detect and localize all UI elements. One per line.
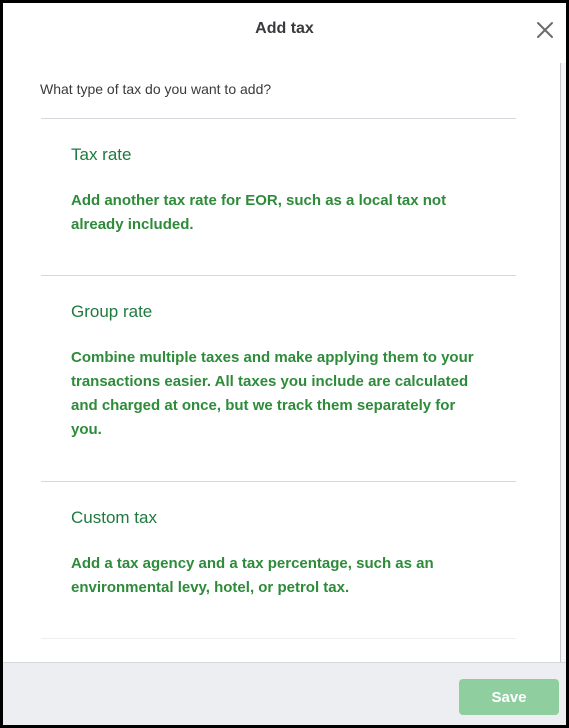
- option-title: Tax rate: [71, 145, 132, 164]
- option-title: Group rate: [71, 302, 153, 321]
- save-button[interactable]: Save: [459, 679, 559, 715]
- option-group-rate[interactable]: [41, 275, 516, 481]
- option-description: Combine multiple taxes and make applying them to your transactions easier. All taxes you include are calculated and charged at once, but we track them separately for you.: [71, 349, 474, 438]
- option-custom-tax[interactable]: [41, 481, 516, 638]
- tax-type-options: [41, 118, 516, 639]
- dialog-title: Add tax: [255, 20, 314, 37]
- close-icon[interactable]: [533, 18, 557, 42]
- dialog-header: [3, 3, 566, 59]
- tax-type-question: What type of tax do you want to add?: [40, 81, 272, 97]
- option-tax-rate[interactable]: [41, 118, 516, 275]
- scrollbar[interactable]: [560, 63, 566, 663]
- option-description: Add another tax rate for EOR, such as a local tax not already included.: [71, 192, 447, 233]
- dialog-footer: [3, 662, 566, 725]
- option-description: Add a tax agency and a tax percentage, such as an environmental levy, hotel, or petrol tax.: [71, 555, 434, 596]
- options-divider: [41, 638, 516, 639]
- option-title: Custom tax: [71, 508, 157, 527]
